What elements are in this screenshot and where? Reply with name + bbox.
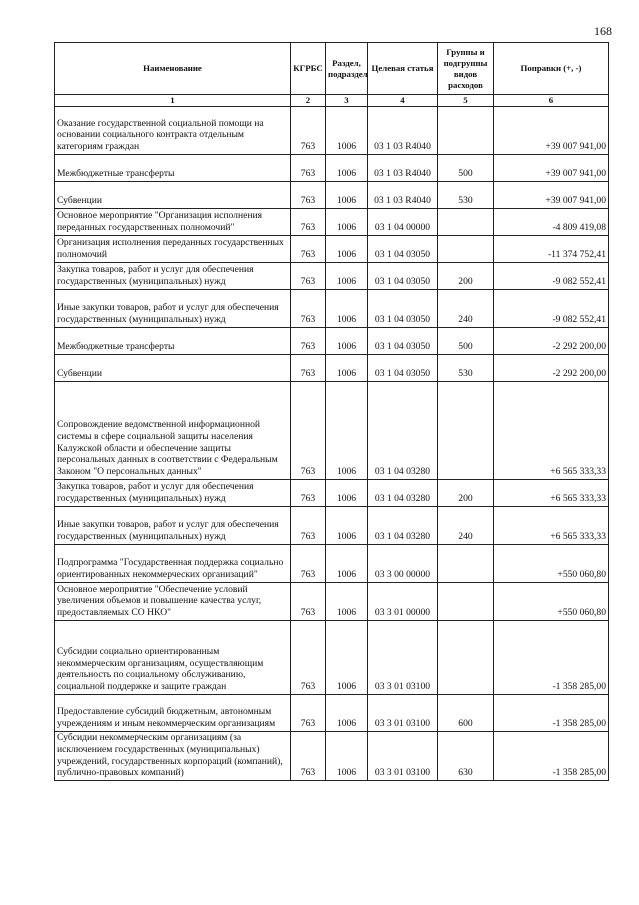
row-target-article: 03 1 04 03280 bbox=[368, 480, 438, 507]
row-kgrbs: 763 bbox=[291, 355, 326, 382]
row-razdel: 1006 bbox=[326, 328, 368, 355]
row-expense-type bbox=[438, 545, 494, 583]
table-row bbox=[55, 545, 609, 583]
row-kgrbs: 763 bbox=[291, 209, 326, 236]
column-number: 4 bbox=[368, 95, 438, 107]
header-amount: Поправки (+, -) bbox=[494, 43, 609, 95]
row-name: Субвенции bbox=[55, 355, 291, 382]
row-expense-type bbox=[438, 583, 494, 621]
row-name: Субсидии социально ориентированным некоммерческим организациям, осуществляющим деятельность по социальному обслуживанию, социальной поддержке и защите граждан bbox=[55, 621, 291, 695]
row-kgrbs: 763 bbox=[291, 107, 326, 155]
header-row bbox=[55, 43, 609, 95]
table-row bbox=[55, 182, 609, 209]
row-amount: +6 565 333,33 bbox=[494, 480, 609, 507]
row-amount: -1 358 285,00 bbox=[494, 621, 609, 695]
row-amount: +39 007 941,00 bbox=[494, 155, 609, 182]
row-amount: +6 565 333,33 bbox=[494, 382, 609, 480]
row-name: Оказание государственной социальной помощи на основании социального контракта отдельным категориям граждан bbox=[55, 107, 291, 155]
row-expense-type: 500 bbox=[438, 155, 494, 182]
row-target-article: 03 1 04 03280 bbox=[368, 507, 438, 545]
row-razdel: 1006 bbox=[326, 355, 368, 382]
row-expense-type: 200 bbox=[438, 480, 494, 507]
row-razdel: 1006 bbox=[326, 209, 368, 236]
table-row bbox=[55, 209, 609, 236]
header-razdel: Раздел, подраздел bbox=[326, 43, 368, 95]
row-target-article: 03 3 01 03100 bbox=[368, 621, 438, 695]
row-name: Иные закупки товаров, работ и услуг для обеспечения государственных (муниципальных) нужд bbox=[55, 290, 291, 328]
row-razdel: 1006 bbox=[326, 236, 368, 263]
row-target-article: 03 1 03 R4040 bbox=[368, 107, 438, 155]
table-row bbox=[55, 507, 609, 545]
row-amount: -1 358 285,00 bbox=[494, 695, 609, 732]
table-row bbox=[55, 328, 609, 355]
row-amount: +39 007 941,00 bbox=[494, 182, 609, 209]
budget-amendments-table bbox=[54, 42, 609, 781]
row-expense-type: 240 bbox=[438, 290, 494, 328]
column-number: 5 bbox=[438, 95, 494, 107]
row-name: Субсидии некоммерческим организациям (за исключением государственных (муниципальных) учреждений, государственных корпораций (компаний), публично-правовых компаний) bbox=[55, 732, 291, 781]
row-name: Субвенции bbox=[55, 182, 291, 209]
row-amount: +6 565 333,33 bbox=[494, 507, 609, 545]
row-razdel: 1006 bbox=[326, 583, 368, 621]
row-amount: -1 358 285,00 bbox=[494, 732, 609, 781]
row-razdel: 1006 bbox=[326, 732, 368, 781]
row-kgrbs: 763 bbox=[291, 545, 326, 583]
row-razdel: 1006 bbox=[326, 155, 368, 182]
row-name: Закупка товаров, работ и услуг для обеспечения государственных (муниципальных) нужд bbox=[55, 480, 291, 507]
row-expense-type: 600 bbox=[438, 695, 494, 732]
row-name: Подпрограмма "Государственная поддержка социально ориентированных некоммерческих организаций" bbox=[55, 545, 291, 583]
row-expense-type bbox=[438, 236, 494, 263]
row-name: Организация исполнения переданных государственных полномочий bbox=[55, 236, 291, 263]
row-kgrbs: 763 bbox=[291, 480, 326, 507]
row-amount: +550 060,80 bbox=[494, 583, 609, 621]
row-target-article: 03 1 04 03050 bbox=[368, 328, 438, 355]
row-razdel: 1006 bbox=[326, 621, 368, 695]
table-row bbox=[55, 236, 609, 263]
row-amount: -11 374 752,41 bbox=[494, 236, 609, 263]
table-row bbox=[55, 621, 609, 695]
row-target-article: 03 1 04 00000 bbox=[368, 209, 438, 236]
row-name: Предоставление субсидий бюджетным, автономным учреждениям и иным некоммерческим организациям bbox=[55, 695, 291, 732]
row-name: Межбюджетные трансферты bbox=[55, 155, 291, 182]
row-razdel: 1006 bbox=[326, 480, 368, 507]
row-target-article: 03 1 03 R4040 bbox=[368, 155, 438, 182]
row-expense-type: 630 bbox=[438, 732, 494, 781]
row-target-article: 03 3 00 00000 bbox=[368, 545, 438, 583]
row-kgrbs: 763 bbox=[291, 263, 326, 290]
row-target-article: 03 1 04 03050 bbox=[368, 355, 438, 382]
row-target-article: 03 1 04 03050 bbox=[368, 236, 438, 263]
row-name: Сопровождение ведомственной информационной системы в сфере социальной защиты населения Калужской области и обеспечение защиты персональных данных в соответствии с Федеральным Законом "О персональных данных" bbox=[55, 382, 291, 480]
table-row bbox=[55, 583, 609, 621]
row-kgrbs: 763 bbox=[291, 621, 326, 695]
row-expense-type: 500 bbox=[438, 328, 494, 355]
row-target-article: 03 3 01 00000 bbox=[368, 583, 438, 621]
row-expense-type: 530 bbox=[438, 355, 494, 382]
row-razdel: 1006 bbox=[326, 507, 368, 545]
column-number: 1 bbox=[55, 95, 291, 107]
table-row bbox=[55, 695, 609, 732]
row-kgrbs: 763 bbox=[291, 328, 326, 355]
row-expense-type bbox=[438, 209, 494, 236]
row-razdel: 1006 bbox=[326, 290, 368, 328]
row-kgrbs: 763 bbox=[291, 583, 326, 621]
row-amount: -2 292 200,00 bbox=[494, 355, 609, 382]
table-row bbox=[55, 107, 609, 155]
column-number: 6 bbox=[494, 95, 609, 107]
table-row bbox=[55, 155, 609, 182]
row-razdel: 1006 bbox=[326, 695, 368, 732]
row-expense-type bbox=[438, 382, 494, 480]
row-kgrbs: 763 bbox=[291, 732, 326, 781]
row-kgrbs: 763 bbox=[291, 507, 326, 545]
row-amount: -2 292 200,00 bbox=[494, 328, 609, 355]
row-name: Иные закупки товаров, работ и услуг для обеспечения государственных (муниципальных) нужд bbox=[55, 507, 291, 545]
table-row bbox=[55, 382, 609, 480]
column-number: 3 bbox=[326, 95, 368, 107]
row-kgrbs: 763 bbox=[291, 155, 326, 182]
row-target-article: 03 1 04 03280 bbox=[368, 382, 438, 480]
row-amount: -4 809 419,08 bbox=[494, 209, 609, 236]
row-target-article: 03 1 04 03050 bbox=[368, 290, 438, 328]
table-row bbox=[55, 355, 609, 382]
row-amount: -9 082 552,41 bbox=[494, 263, 609, 290]
row-amount: +550 060,80 bbox=[494, 545, 609, 583]
table-row bbox=[55, 263, 609, 290]
header-vr: Группы и подгруппы видов расходов bbox=[438, 43, 494, 95]
table-row bbox=[55, 480, 609, 507]
row-kgrbs: 763 bbox=[291, 382, 326, 480]
row-expense-type: 200 bbox=[438, 263, 494, 290]
table-row bbox=[55, 290, 609, 328]
row-razdel: 1006 bbox=[326, 263, 368, 290]
column-number: 2 bbox=[291, 95, 326, 107]
row-target-article: 03 1 03 R4040 bbox=[368, 182, 438, 209]
row-expense-type bbox=[438, 621, 494, 695]
row-target-article: 03 3 01 03100 bbox=[368, 695, 438, 732]
table-body bbox=[55, 107, 609, 781]
row-expense-type bbox=[438, 107, 494, 155]
row-kgrbs: 763 bbox=[291, 695, 326, 732]
row-razdel: 1006 bbox=[326, 182, 368, 209]
row-amount: -9 082 552,41 bbox=[494, 290, 609, 328]
row-razdel: 1006 bbox=[326, 545, 368, 583]
row-razdel: 1006 bbox=[326, 107, 368, 155]
row-expense-type: 530 bbox=[438, 182, 494, 209]
row-name: Основное мероприятие "Организация исполнения переданных государственных полномочий" bbox=[55, 209, 291, 236]
page-number: 168 bbox=[594, 24, 612, 38]
row-kgrbs: 763 bbox=[291, 236, 326, 263]
row-kgrbs: 763 bbox=[291, 182, 326, 209]
header-kgrbs: КГРБС bbox=[291, 43, 326, 95]
row-expense-type: 240 bbox=[438, 507, 494, 545]
column-number-row bbox=[55, 95, 609, 107]
header-name: Наименование bbox=[55, 43, 291, 95]
row-kgrbs: 763 bbox=[291, 290, 326, 328]
row-razdel: 1006 bbox=[326, 382, 368, 480]
row-amount: +39 007 941,00 bbox=[494, 107, 609, 155]
row-name: Основное мероприятие "Обеспечение условий увеличения объемов и повышение качества услуг, предоставляемых СО НКО" bbox=[55, 583, 291, 621]
row-name: Межбюджетные трансферты bbox=[55, 328, 291, 355]
header-csr: Целевая статья bbox=[368, 43, 438, 95]
table-row bbox=[55, 732, 609, 781]
row-target-article: 03 3 01 03100 bbox=[368, 732, 438, 781]
row-name: Закупка товаров, работ и услуг для обеспечения государственных (муниципальных) нужд bbox=[55, 263, 291, 290]
row-target-article: 03 1 04 03050 bbox=[368, 263, 438, 290]
